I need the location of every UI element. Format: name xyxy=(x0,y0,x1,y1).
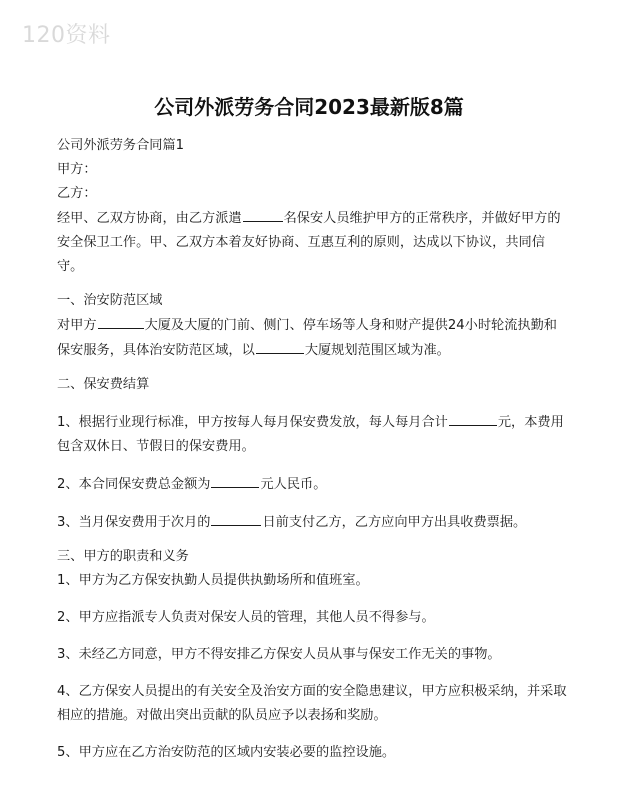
section-heading: 公司外派劳务合同篇1 xyxy=(57,138,185,153)
intro-text-1: 经甲、乙双方协商，由乙方派遣 xyxy=(57,211,242,226)
clause-3-item-3: 3、未经乙方同意，甲方不得安排乙方保安人员从事与保安工作无关的事物。 xyxy=(57,647,501,662)
clause-2-item-3-text-2: 日前支付乙方，乙方应向甲方出具收费票据。 xyxy=(262,515,527,530)
document-body xyxy=(57,134,567,765)
clause-1-text-2: 大厦及大厦的门前、侧门、停车场等人身和财产提供24小时轮流执勤和保安服务，具体治安防范区域，以 xyxy=(57,318,557,358)
clause-2-item-2-text-2: 元人民币。 xyxy=(260,477,327,492)
clause-2-item-1-text-1: 1、根据行业现行标准，甲方按每人每月保安费发放，每人每月合计 xyxy=(57,415,448,430)
clause-1-title: 一、治安防范区域 xyxy=(57,293,163,308)
intro-text-2: 名保安人员维护甲方的正常秩序，并做好甲方的安全保卫工作。甲、乙双方本着友好协商、互惠互利的原则，达成以下协议，共同信守。 xyxy=(57,211,561,274)
blank-monthly-fee xyxy=(449,410,497,426)
blank-total-amount xyxy=(211,472,259,488)
clause-2-item-1 xyxy=(57,410,567,459)
clause-2-item-2 xyxy=(57,472,567,497)
blank-guard-count xyxy=(243,206,283,222)
party-a-line: 甲方： xyxy=(57,162,97,177)
clause-2-item-3 xyxy=(57,510,567,535)
blank-building-name xyxy=(98,313,144,329)
clause-3-item-1: 1、甲方为乙方保安执勤人员提供执勤场所和值班室。 xyxy=(57,573,369,588)
blank-building-plan xyxy=(256,338,304,354)
watermark: 120资料 xyxy=(22,23,111,48)
clause-3-item-2: 2、甲方应指派专人负责对保安人员的管理，其他人员不得参与。 xyxy=(57,610,435,625)
blank-payment-day xyxy=(211,510,261,526)
clause-2-item-3-text-1: 3、当月保安费用于次月的 xyxy=(57,515,211,530)
clause-1-text-1: 对甲方 xyxy=(57,318,97,333)
intro-paragraph xyxy=(57,206,567,279)
clause-2-title: 二、保安费结算 xyxy=(57,377,150,392)
clause-1-text-3: 大厦规划范围区域为准。 xyxy=(304,343,450,358)
clause-2-item-1-text-2: 元，本费用包含双休日、节假日的保安费用。 xyxy=(57,415,564,454)
clause-1-body xyxy=(57,313,567,363)
clause-2-item-2-text-1: 2、本合同保安费总金额为 xyxy=(57,477,211,492)
party-b-line: 乙方： xyxy=(57,186,97,201)
clause-3-title: 三、甲方的职责和义务 xyxy=(57,549,189,564)
clause-3-item-4: 4、乙方保安人员提出的有关安全及治安方面的安全隐患建议，甲方应积极采纳，并采取相应的措施。对做出突出贡献的队员应予以表扬和奖励。 xyxy=(57,684,567,723)
document-title: 公司外派劳务合同2023最新版8篇 xyxy=(154,95,464,119)
clause-3-item-5: 5、甲方应在乙方治安防范的区域内安装必要的监控设施。 xyxy=(57,745,396,760)
